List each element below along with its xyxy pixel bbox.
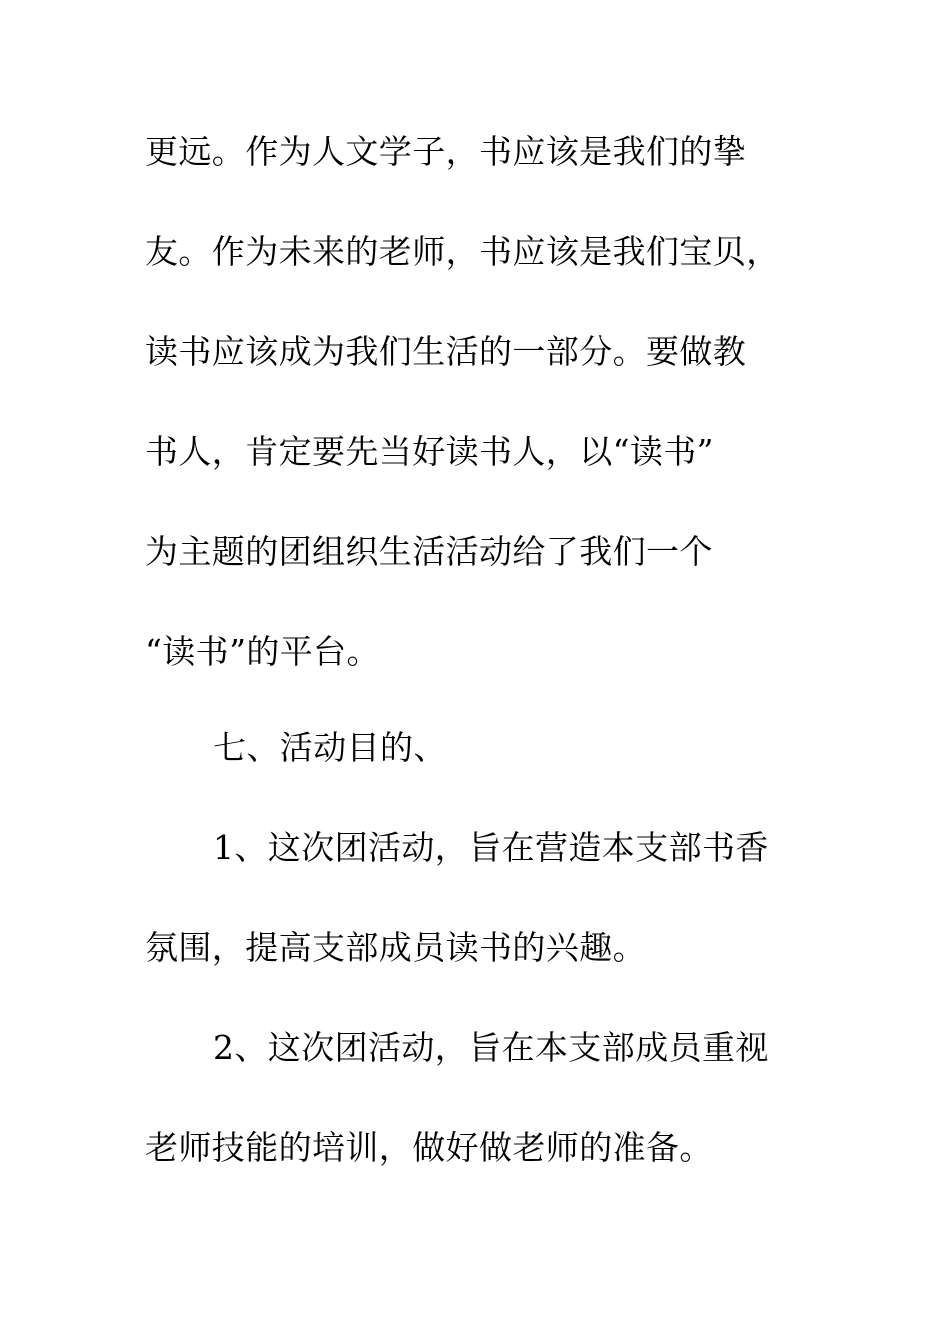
list-item-line: 2、这次团活动，旨在本支部成员重视	[213, 1028, 769, 1067]
section-heading: 七、活动目的、	[213, 728, 447, 767]
paragraph-line: 为主题的团组织生活活动给了我们一个	[145, 532, 713, 571]
list-item-line: 老师技能的培训，做好做老师的准备。	[145, 1128, 713, 1167]
paragraph-line: 更远。作为人文学子，书应该是我们的挚	[145, 132, 747, 171]
paragraph-line: 友。作为未来的老师，书应该是我们宝贝，	[145, 232, 780, 271]
paragraph-line: “读书”的平台。	[145, 632, 380, 671]
list-item-line: 氛围，提高支部成员读书的兴趣。	[145, 928, 646, 967]
paragraph-line: 书人，肯定要先当好读书人，以“读书”	[145, 432, 714, 471]
paragraph-line: 读书应该成为我们生活的一部分。要做教	[145, 332, 747, 371]
list-item-line: 1、这次团活动，旨在营造本支部书香	[213, 828, 769, 867]
